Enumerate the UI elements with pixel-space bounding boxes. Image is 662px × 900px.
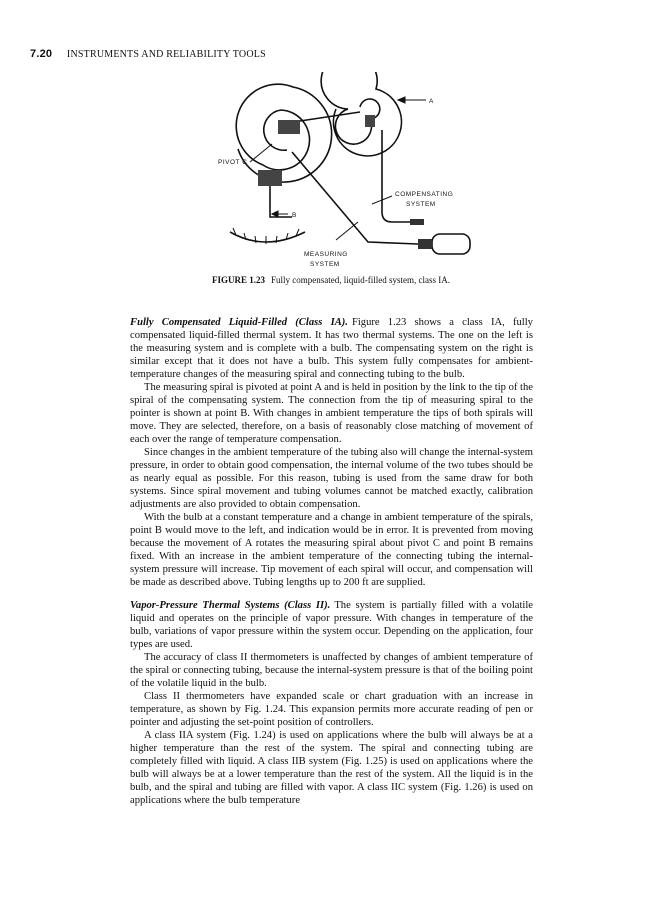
figure-1-23-diagram [200, 72, 500, 272]
pivot-block [278, 120, 300, 134]
paragraph-3: Since changes in the ambient temperature of the tubing also will change the internal-system pressure, in order to obtain good compensation, the internal volume of the two tubes should be as nearly equal as possible. For this reason, tubing is used from the same draw for both systems. Since spiral movement and tubing volumes cannot be matched exactly, calibration adjustments are also provided to obtain compensation. [130, 447, 533, 510]
caption-label: FIGURE 1.23 [212, 275, 266, 285]
running-header [30, 48, 266, 60]
label-compensating-2: SYSTEM [406, 201, 436, 208]
label-a: A [429, 98, 434, 105]
label-measuring-1: MEASURING [304, 251, 348, 258]
comp-block [365, 115, 375, 127]
bulb-fitting [418, 239, 432, 249]
pointer-linkage [270, 182, 292, 217]
paragraph-2: The measuring spiral is pivoted at point A and is held in position by the link to the tip of the spiral of the compensating system. The connection from the tip of measuring spiral to the pointer is shown at point B. With changes in ambient temperature the tips of both spirals will move. They are selected, therefore, on a basis of reasonably close matching of movement of each over the range of temperature compensation. [130, 382, 533, 445]
label-measuring-2: SYSTEM [310, 261, 340, 268]
comp-tube-end [410, 219, 424, 225]
compensating-spiral [321, 72, 401, 156]
measuring-tubing [292, 152, 418, 244]
label-b: B [292, 212, 297, 219]
body-text [130, 316, 533, 807]
paragraph-7: Class II thermometers have expanded scale or chart graduation with an increase in temperature, as shown by Fig. 1.24. This expansion permits more accurate reading of pen or pointer and adjusting the set-point position of controllers. [130, 691, 533, 728]
paragraph-1: Fully Compensated Liquid-Filled (Class IA). Figure 1.23 shows a class IA, fully compensated liquid-filled thermal system. It has two thermal systems. The one on the left is the measuring system and is complete with a bulb. The compensating system on the right is similar except that it does not have a bulb. This system fully compensates for ambient-temperature changes of the measuring spiral and connecting tubing to the bulb. [130, 317, 533, 380]
page-number: 7.20 [30, 48, 53, 60]
paragraph-8: A class IIA system (Fig. 1.24) is used on applications where the bulb will always be at a higher temperature than the rest of the system. The spiral and connecting tubing are completely filled with liquid. A class IIB system (Fig. 1.25) is used on applications where the bulb will always be at a lower temperature than the rest of the system. All the liquid is in the bulb, and the spiral and tubing are filled with vapor. A class IIC system (Fig. 1.26) is used on applications where the bulb temperature [130, 730, 533, 806]
section-heading-class-ia: Fully Compensated Liquid-Filled (Class IA). [130, 317, 348, 328]
compensating-tubing [382, 130, 410, 222]
caption-text: Fully compensated, liquid-filled system, class IA. [271, 275, 450, 285]
figure-caption [0, 275, 662, 285]
lower-block [258, 170, 282, 186]
paragraph-4: With the bulb at a constant temperature and a change in ambient temperature of the spirals, point B would move to the left, and indication would be in error. It is prevented from moving because the movement of A rotates the measuring spiral about pivot C and point B remains fixed. With an increase in the ambient temperature of the connecting tubing the internal-system pressure will increase. Tip movement of each spiral will occur, and compensation will be made as described above. Tubing lengths up to 200 ft are supplied. [130, 512, 533, 588]
label-compensating-1: COMPENSATING [395, 191, 454, 198]
running-title: INSTRUMENTS AND RELIABILITY TOOLS [66, 49, 266, 60]
paragraph-5: Vapor-Pressure Thermal Systems (Class II). The system is partially filled with a volatile liquid and operates on the principle of vapor pressure. With changes in temperature of the bulb, variations of vapor pressure within the system occur. Depending on the application, four types are used. [130, 600, 533, 650]
section-heading-class-ii: Vapor-Pressure Thermal Systems (Class II). [130, 600, 331, 611]
paragraph-6: The accuracy of class II thermometers is unaffected by changes of ambient temperature of the spiral or connecting tubing, because the internal-system pressure is that of the boiling point of the volatile liquid in the bulb. [130, 652, 533, 689]
bulb [432, 234, 470, 254]
label-pivot: PIVOT C [218, 159, 248, 166]
dial-scale [230, 232, 305, 242]
